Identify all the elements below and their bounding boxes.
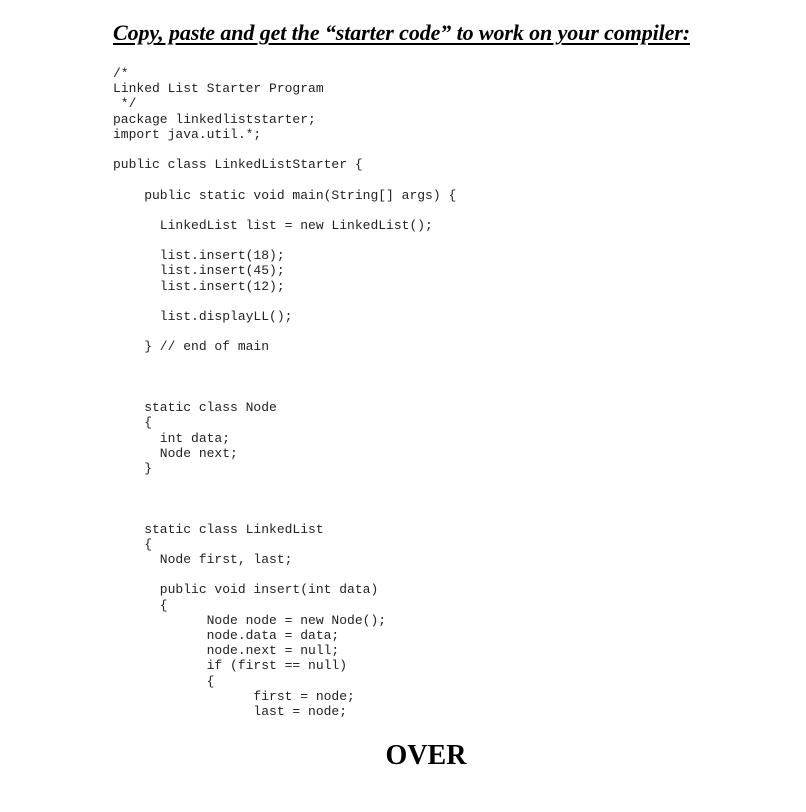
instruction-heading: Copy, paste and get the “starter code” to work on your compiler: <box>113 20 690 45</box>
code-line: Node node = new Node(); <box>113 612 387 628</box>
code-line <box>113 476 456 491</box>
code-line: public void insert(int data) <box>113 582 379 598</box>
code-line: list.insert(12); <box>113 278 285 294</box>
code-line: import java.util.*; <box>113 126 262 142</box>
code-line: Node next; <box>113 445 238 461</box>
code-line <box>113 355 456 370</box>
code-listing <box>113 66 456 719</box>
code-line: list.displayLL(); <box>113 309 293 324</box>
code-line: */ <box>113 96 137 112</box>
code-line: { <box>113 536 153 552</box>
code-line: } <box>113 460 153 476</box>
code-line: public class LinkedListStarter { <box>113 157 363 173</box>
code-line <box>113 324 456 339</box>
code-line: { <box>113 415 153 431</box>
code-line: /* <box>113 66 129 81</box>
code-line: public static void main(String[] args) { <box>113 187 457 203</box>
code-line <box>113 294 456 309</box>
code-line <box>113 233 456 248</box>
code-line: node.data = data; <box>113 627 340 643</box>
code-line: last = node; <box>113 703 348 719</box>
over-footer: OVER <box>385 740 467 771</box>
code-line: static class Node <box>113 400 277 416</box>
code-line <box>113 506 456 521</box>
code-line: if (first == null) <box>113 658 348 674</box>
code-line: package linkedliststarter; <box>113 111 316 127</box>
code-line: int data; <box>113 430 231 446</box>
code-line: list.insert(18); <box>113 248 285 264</box>
code-line: LinkedList list = new LinkedList(); <box>113 217 433 233</box>
code-line <box>113 370 456 385</box>
code-line: Linked List Starter Program <box>113 81 324 97</box>
code-line: } // end of main <box>113 339 270 355</box>
code-line: Node first, last; <box>113 552 293 567</box>
code-line <box>113 385 456 400</box>
code-line <box>113 567 456 582</box>
code-line: node.next = null; <box>113 643 340 659</box>
code-line <box>113 172 456 187</box>
code-line: static class LinkedList <box>113 521 324 537</box>
code-line: { <box>113 673 215 689</box>
code-line <box>113 203 456 218</box>
code-line: first = node; <box>113 688 355 704</box>
code-line: list.insert(45); <box>113 263 285 279</box>
code-line <box>113 142 456 157</box>
code-line <box>113 491 456 506</box>
code-line: { <box>113 597 168 613</box>
